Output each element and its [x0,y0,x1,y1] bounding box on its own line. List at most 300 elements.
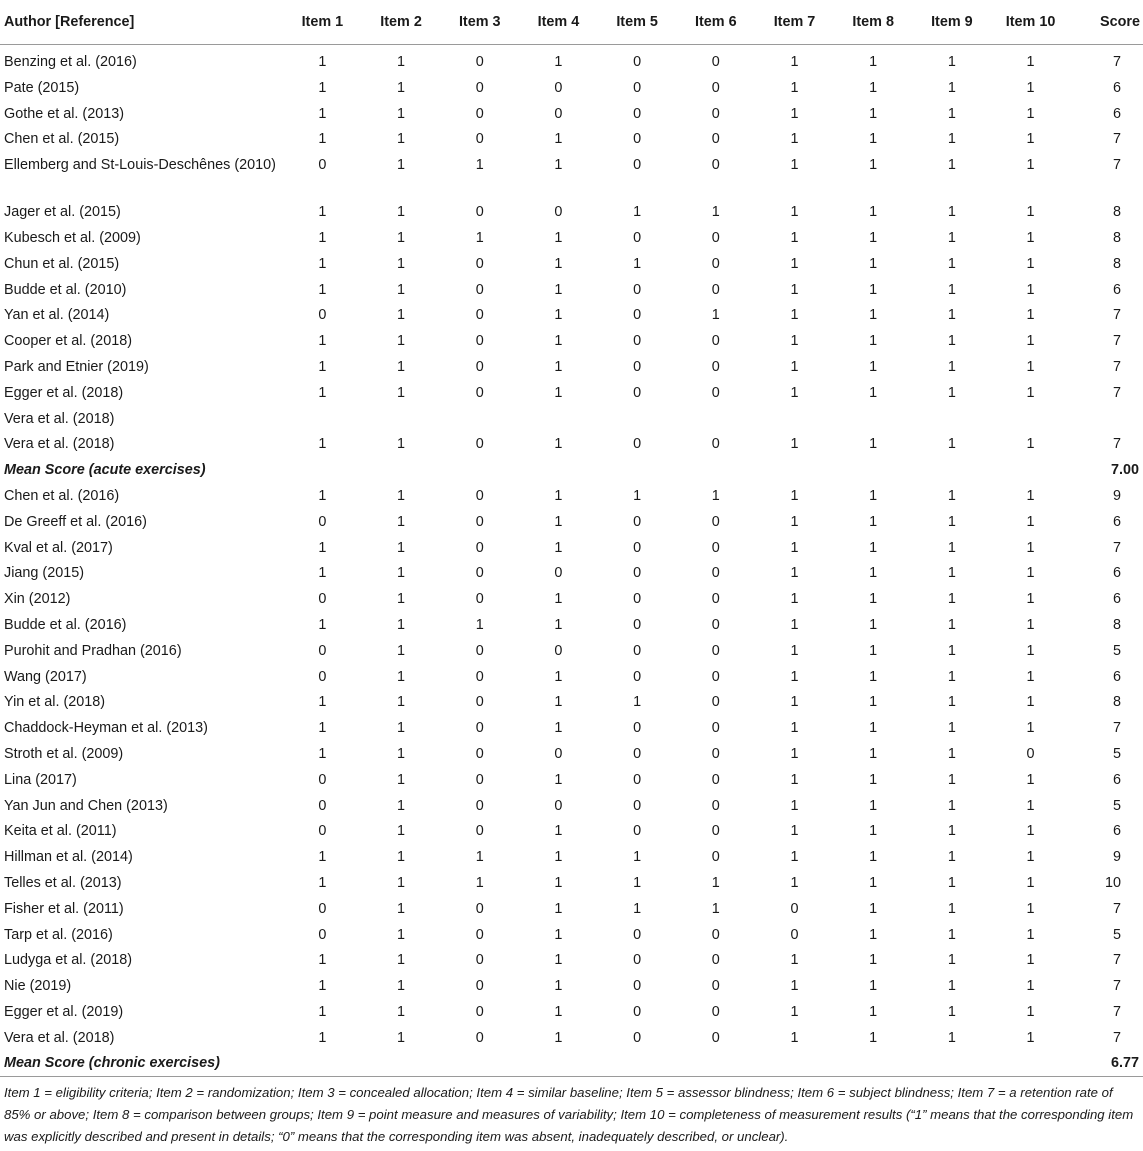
item-8-cell: 1 [869,694,878,711]
item-6-cell: 1 [711,487,720,504]
score-cell: 7 [1112,1003,1121,1020]
item-9-cell: 1 [947,900,956,917]
item-4-cell: 0 [554,105,563,122]
author-cell: Kval et al. (2017) [4,539,113,556]
item-7-cell: 1 [790,487,799,504]
item-7-cell: 1 [790,513,799,530]
item-6-cell: 0 [711,358,720,375]
item-9-cell: 1 [947,487,956,504]
item-1-cell: 1 [318,952,327,969]
item-5-cell: 1 [633,694,642,711]
author-cell: Budde et al. (2016) [4,616,127,633]
item-4-cell: 1 [554,720,563,737]
table-row [0,798,1143,824]
item-6-cell: 0 [711,771,720,788]
author-cell: Gothe et al. (2013) [4,105,124,122]
item-3-cell [440,1055,519,1081]
item-7-cell [755,462,834,488]
item-5-cell: 0 [633,745,642,762]
item-5-cell: 0 [633,642,642,659]
item-1-cell: 1 [318,539,327,556]
item-6-cell: 0 [711,668,720,685]
item-10-cell [991,1055,1070,1081]
item-9-cell: 1 [947,565,956,582]
item-5-cell: 0 [633,797,642,814]
item-9-cell: 1 [947,797,956,814]
item-3-cell: 0 [475,539,484,556]
item-10-cell: 1 [1026,642,1035,659]
item-7-cell: 1 [790,565,799,582]
item-7-cell: 0 [790,926,799,943]
item-7-cell: 1 [790,720,799,737]
author-cell: Benzing et al. (2016) [4,54,137,70]
score-cell: 7 [1112,54,1121,70]
item-3-cell: 0 [475,745,484,762]
table-row [0,411,1143,437]
item-8-cell: 1 [869,952,878,969]
author-cell: De Greeff et al. (2016) [4,513,147,530]
item-4-cell: 0 [554,745,563,762]
item-4-cell: 1 [554,157,563,174]
item-9-cell: 1 [947,54,956,70]
item-2-cell: 1 [397,255,406,272]
item-8-cell: 1 [869,131,878,148]
item-2-cell: 1 [397,797,406,814]
item-4-cell: 1 [554,952,563,969]
header-item-7: Item 7 [755,0,834,45]
item-10-cell: 1 [1026,952,1035,969]
item-6-cell: 0 [711,616,720,633]
item-3-cell: 0 [475,281,484,298]
item-6-cell: 1 [711,874,720,891]
item-2-cell [362,411,441,437]
item-9-cell: 1 [947,978,956,995]
item-9-cell: 1 [947,771,956,788]
item-6-cell: 0 [711,591,720,608]
item-2-cell: 1 [397,384,406,401]
item-2-cell: 1 [397,874,406,891]
table-row [0,359,1143,385]
header-author: Author [Reference] [0,0,283,45]
score-cell: 7 [1112,900,1121,917]
item-5-cell [598,1055,677,1081]
item-6-cell: 0 [711,720,720,737]
header-item-9: Item 9 [913,0,992,45]
item-8-cell: 1 [869,565,878,582]
author-cell: Purohit and Pradhan (2016) [4,642,182,659]
item-4-cell: 1 [554,591,563,608]
item-3-cell: 0 [475,1003,484,1020]
item-8-cell: 1 [869,745,878,762]
item-5-cell: 0 [633,358,642,375]
item-7-cell: 1 [790,797,799,814]
table-row [0,131,1143,157]
item-6-cell: 0 [711,229,720,246]
author-cell: Telles et al. (2013) [4,874,122,891]
item-8-cell: 1 [869,874,878,891]
item-8-cell: 1 [869,204,878,221]
item-2-cell: 1 [397,131,406,148]
item-10-cell: 1 [1026,849,1035,866]
item-1-cell: 1 [318,874,327,891]
item-3-cell: 1 [475,849,484,866]
item-2-cell [362,1055,441,1081]
score-cell: 5 [1112,797,1121,814]
item-4-cell: 1 [554,1029,563,1046]
item-10-cell: 1 [1026,565,1035,582]
item-10-cell: 1 [1026,79,1035,96]
item-10-cell: 1 [1026,229,1035,246]
table-row [0,45,1143,80]
item-3-cell: 1 [475,157,484,174]
item-10-cell: 1 [1026,384,1035,401]
item-8-cell [834,411,913,437]
item-4-cell: 1 [554,694,563,711]
item-1-cell: 1 [318,204,327,221]
author-cell: Vera et al. (2018) [4,436,115,453]
item-7-cell: 1 [790,307,799,324]
item-7-cell: 1 [790,436,799,453]
table-row [0,772,1143,798]
item-9-cell: 1 [947,642,956,659]
item-1-cell: 1 [318,229,327,246]
item-9-cell [913,411,992,437]
author-cell: Yin et al. (2018) [4,694,106,711]
score-cell: 7 [1112,952,1121,969]
item-7-cell: 1 [790,1003,799,1020]
item-3-cell: 0 [475,54,484,70]
table-row [0,694,1143,720]
score-cell: 5 [1112,745,1121,762]
item-9-cell: 1 [947,105,956,122]
table-row [0,307,1143,333]
item-5-cell: 0 [633,384,642,401]
item-9-cell: 1 [947,849,956,866]
item-10-cell: 1 [1026,694,1035,711]
item-10-cell: 1 [1026,720,1035,737]
item-3-cell: 0 [475,720,484,737]
table-row [0,436,1143,462]
item-1-cell: 0 [318,900,327,917]
item-3-cell: 0 [475,436,484,453]
score-cell: 7.00 [1110,462,1139,479]
item-1-cell: 0 [318,668,327,685]
item-9-cell: 1 [947,358,956,375]
author-cell: Wang (2017) [4,668,87,685]
item-9-cell: 1 [947,436,956,453]
item-1-cell: 0 [318,642,327,659]
header-score: Score [1070,0,1143,45]
header-item-8: Item 8 [834,0,913,45]
item-4-cell: 1 [554,54,563,70]
item-3-cell: 0 [475,591,484,608]
item-3-cell: 0 [475,771,484,788]
item-3-cell: 0 [475,333,484,350]
score-cell: 5 [1112,926,1121,943]
item-8-cell: 1 [869,823,878,840]
item-9-cell: 1 [947,255,956,272]
item-1-cell: 0 [318,823,327,840]
item-1-cell: 1 [318,978,327,995]
item-5-cell: 0 [633,307,642,324]
table-row [0,204,1143,230]
item-5-cell [598,411,677,437]
table-row [0,875,1143,901]
item-4-cell: 1 [554,1003,563,1020]
item-7-cell: 0 [790,900,799,917]
item-1-cell: 0 [318,307,327,324]
item-1-cell: 1 [318,565,327,582]
table-row [0,1004,1143,1030]
item-4-cell: 1 [554,616,563,633]
item-1-cell: 1 [318,131,327,148]
author-cell: Kubesch et al. (2009) [4,229,141,246]
item-10-cell: 1 [1026,771,1035,788]
item-10-cell: 1 [1026,1029,1035,1046]
item-2-cell: 1 [397,771,406,788]
item-8-cell: 1 [869,616,878,633]
item-7-cell: 1 [790,616,799,633]
item-5-cell: 0 [633,823,642,840]
score-cell: 6 [1112,79,1121,96]
author-cell: Fisher et al. (2011) [4,900,124,917]
item-3-cell: 0 [475,1029,484,1046]
table-row [0,978,1143,1004]
item-1-cell: 1 [318,616,327,633]
item-4-cell: 1 [554,281,563,298]
item-9-cell: 1 [947,204,956,221]
score-cell: 6 [1112,668,1121,685]
item-2-cell: 1 [397,900,406,917]
item-7-cell: 1 [790,745,799,762]
item-6-cell: 0 [711,255,720,272]
item-2-cell: 1 [397,436,406,453]
item-6-cell: 0 [711,1029,720,1046]
item-2-cell: 1 [397,487,406,504]
item-8-cell: 1 [869,54,878,70]
item-4-cell [519,1055,598,1081]
table-row [0,80,1143,106]
item-6-cell: 0 [711,694,720,711]
item-9-cell: 1 [947,333,956,350]
item-10-cell: 1 [1026,797,1035,814]
item-8-cell: 1 [869,487,878,504]
item-9-cell: 1 [947,79,956,96]
item-3-cell: 1 [475,616,484,633]
item-2-cell: 1 [397,591,406,608]
item-3-cell: 0 [475,384,484,401]
item-4-cell: 0 [554,79,563,96]
item-1-cell: 1 [318,358,327,375]
item-10-cell: 1 [1026,513,1035,530]
footer-rule [0,1076,1143,1077]
item-1-cell: 1 [318,487,327,504]
author-cell: Cooper et al. (2018) [4,333,132,350]
item-1-cell: 1 [318,281,327,298]
item-1-cell: 1 [318,105,327,122]
item-10-cell: 1 [1026,281,1035,298]
item-4-cell: 1 [554,487,563,504]
item-5-cell: 0 [633,1003,642,1020]
item-4-cell: 1 [554,823,563,840]
score-cell: 9 [1112,849,1121,866]
item-10-cell: 1 [1026,926,1035,943]
item-8-cell: 1 [869,358,878,375]
item-7-cell: 1 [790,874,799,891]
mean-score-row [0,462,1143,488]
item-8-cell: 1 [869,513,878,530]
item-6-cell: 0 [711,436,720,453]
table-row [0,256,1143,282]
item-6-cell: 0 [711,978,720,995]
item-8-cell: 1 [869,591,878,608]
item-9-cell: 1 [947,591,956,608]
score-cell: 6 [1112,513,1121,530]
header-item-2: Item 2 [362,0,441,45]
item-5-cell: 0 [633,281,642,298]
item-2-cell: 1 [397,358,406,375]
author-cell: Mean Score (chronic exercises) [4,1055,220,1072]
item-7-cell [755,1055,834,1081]
item-2-cell: 1 [397,333,406,350]
item-9-cell: 1 [947,745,956,762]
score-cell: 9 [1112,487,1121,504]
author-cell: Jager et al. (2015) [4,204,121,221]
author-cell: Yan Jun and Chen (2013) [4,797,168,814]
author-cell: Egger et al. (2018) [4,384,124,401]
item-8-cell: 1 [869,79,878,96]
item-4-cell: 0 [554,204,563,221]
item-7-cell: 1 [790,1029,799,1046]
item-2-cell: 1 [397,1003,406,1020]
item-10-cell: 1 [1026,978,1035,995]
item-5-cell: 0 [633,591,642,608]
item-6-cell [676,1055,755,1081]
item-3-cell: 1 [475,874,484,891]
item-7-cell: 1 [790,157,799,174]
item-8-cell: 1 [869,229,878,246]
score-cell: 8 [1112,204,1121,221]
item-9-cell: 1 [947,307,956,324]
table-row [0,106,1143,132]
item-10-cell: 1 [1026,105,1035,122]
author-cell: Nie (2019) [4,978,72,995]
item-2-cell: 1 [397,307,406,324]
item-5-cell: 0 [633,229,642,246]
item-6-cell: 0 [711,952,720,969]
item-4-cell: 1 [554,131,563,148]
item-6-cell: 0 [711,745,720,762]
item-8-cell: 1 [869,771,878,788]
item-9-cell: 1 [947,694,956,711]
item-7-cell: 1 [790,694,799,711]
table-row [0,230,1143,256]
score-cell: 7 [1112,720,1121,737]
item-4-cell: 1 [554,668,563,685]
item-1-cell: 0 [318,797,327,814]
item-10-cell: 0 [1026,745,1035,762]
item-4-cell: 1 [554,539,563,556]
table-row [0,540,1143,566]
item-4-cell: 1 [554,358,563,375]
item-8-cell: 1 [869,642,878,659]
item-3-cell: 0 [475,487,484,504]
item-2-cell: 1 [397,668,406,685]
item-5-cell: 0 [633,54,642,70]
item-5-cell: 0 [633,565,642,582]
header-item-10: Item 10 [991,0,1070,45]
item-3-cell: 0 [475,204,484,221]
table-row [0,333,1143,359]
item-1-cell: 0 [318,157,327,174]
item-5-cell: 1 [633,874,642,891]
item-10-cell: 1 [1026,436,1035,453]
table-row [0,157,1143,204]
item-7-cell: 1 [790,978,799,995]
score-cell: 6 [1112,565,1121,582]
item-5-cell [598,462,677,488]
item-9-cell: 1 [947,1029,956,1046]
author-cell: Keita et al. (2011) [4,823,117,840]
item-2-cell: 1 [397,952,406,969]
item-8-cell [834,462,913,488]
item-9-cell: 1 [947,131,956,148]
item-7-cell: 1 [790,952,799,969]
item-4-cell [519,411,598,437]
item-6-cell: 0 [711,565,720,582]
item-3-cell: 0 [475,694,484,711]
table-row [0,952,1143,978]
score-cell: 5 [1112,642,1121,659]
item-1-cell: 1 [318,849,327,866]
item-10-cell: 1 [1026,591,1035,608]
header-item-6: Item 6 [676,0,755,45]
item-1-cell: 0 [318,926,327,943]
item-1-cell: 1 [318,79,327,96]
item-6-cell: 0 [711,105,720,122]
item-5-cell: 0 [633,131,642,148]
item-6-cell: 0 [711,79,720,96]
item-10-cell [991,411,1070,437]
item-9-cell: 1 [947,539,956,556]
item-10-cell: 1 [1026,874,1035,891]
author-cell: Vera et al. (2018) [4,1029,115,1046]
item-3-cell: 0 [475,307,484,324]
item-8-cell: 1 [869,307,878,324]
item-9-cell: 1 [947,926,956,943]
score-cell: 6 [1112,281,1121,298]
item-7-cell: 1 [790,204,799,221]
item-9-cell: 1 [947,384,956,401]
item-10-cell: 1 [1026,333,1035,350]
item-9-cell: 1 [947,157,956,174]
item-3-cell: 0 [475,926,484,943]
item-8-cell: 1 [869,797,878,814]
table-footnote: Item 1 = eligibility criteria; Item 2 = randomization; Item 3 = concealed allocation; Item 4 = similar baseline; Item 5 = assessor blindness; Item 6 = subject blindness; Item 7 = a retention rate of 85% or above; Item 8 = comparison between groups; Item 9 = point measure and measures of variability; Item 10 = completeness of measurement results (“1” means that the corresponding item was explicitly described and present in details; “0” means that the corresponding item was absent, inadequately described, or unclear). [4,1085,1134,1144]
item-3-cell [440,411,519,437]
score-cell: 7 [1112,384,1121,401]
header-item-4: Item 4 [519,0,598,45]
item-6-cell: 0 [711,539,720,556]
item-2-cell: 1 [397,849,406,866]
author-cell: Ludyga et al. (2018) [4,952,133,969]
item-9-cell: 1 [947,281,956,298]
item-1-cell [283,1055,362,1081]
item-3-cell: 0 [475,79,484,96]
item-8-cell: 1 [869,539,878,556]
item-4-cell: 1 [554,926,563,943]
item-5-cell: 0 [633,79,642,96]
